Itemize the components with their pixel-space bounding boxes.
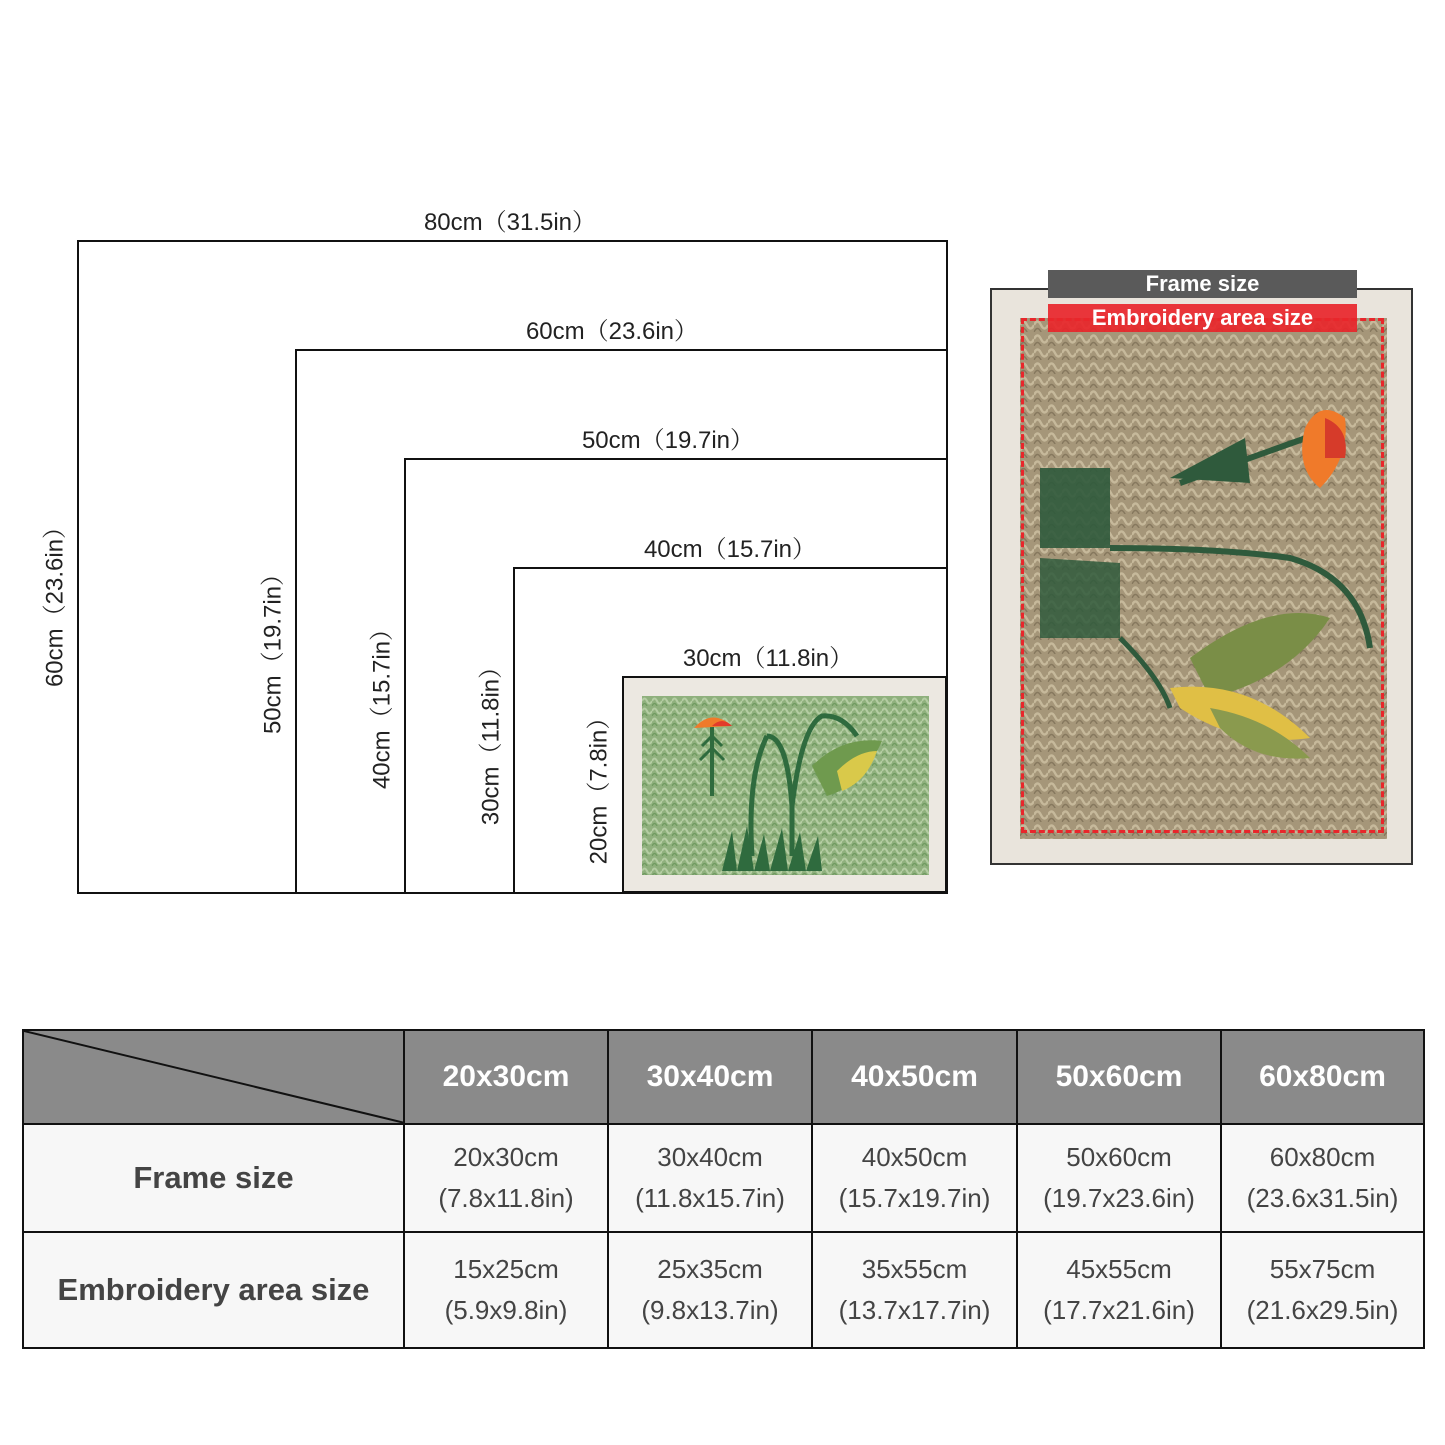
cell-in: (5.9x9.8in) [444, 1295, 568, 1325]
height-label-40cm: 40cm（15.7in） [368, 616, 396, 790]
width-label-30cm: 30cm（11.8in） [682, 645, 854, 672]
table-row-frame-size [23, 1124, 1424, 1232]
table-cell [812, 1232, 1017, 1348]
cell-cm: 50x60cm [1066, 1142, 1172, 1172]
table-corner-cell [23, 1030, 404, 1124]
diagonal-divider [24, 1031, 405, 1123]
cell-cm: 60x80cm [1269, 1142, 1376, 1172]
cell-cm: 20x30cm [453, 1142, 559, 1172]
cell-in: (23.6x31.5in) [1246, 1183, 1399, 1213]
table-cell [608, 1124, 812, 1232]
width-label-80cm: 80cm（31.5in） [423, 209, 597, 236]
cell-in: (11.8x15.7in) [635, 1183, 785, 1213]
cell-in: (15.7x19.7in) [838, 1183, 991, 1213]
cell-cm: 15x25cm [453, 1254, 559, 1284]
embroidery-thumbnail-20x30 [622, 676, 947, 893]
cell-cm: 35x55cm [861, 1254, 968, 1284]
width-label-40cm: 40cm（15.7in） [643, 536, 817, 563]
table-cell [1017, 1124, 1221, 1232]
width-label-50cm: 50cm（19.7in） [581, 427, 755, 454]
table-cell [404, 1124, 608, 1232]
height-label-20cm: 20cm（7.8in） [585, 705, 613, 865]
table-cell [404, 1232, 608, 1348]
row-label: Embroidery area size [23, 1232, 404, 1348]
cell-cm: 40x50cm [861, 1142, 968, 1172]
cell-in: (19.7x23.6in) [1043, 1183, 1195, 1213]
column-header: 20x30cm [404, 1030, 608, 1124]
row-label: Frame size [23, 1124, 404, 1232]
table-cell [1221, 1124, 1424, 1232]
height-label-30cm: 30cm（11.8in） [477, 654, 505, 826]
cell-in: (13.7x17.7in) [838, 1295, 991, 1325]
column-header: 60x80cm [1221, 1030, 1424, 1124]
cell-in: (9.8x13.7in) [641, 1295, 779, 1325]
table-cell [608, 1232, 812, 1348]
cell-cm: 25x35cm [657, 1254, 763, 1284]
embroidery-area-outline [1021, 318, 1384, 833]
width-label-60cm: 60cm（23.6in） [525, 318, 699, 345]
cell-in: (7.8x11.8in) [438, 1183, 574, 1213]
green-embroidery-image [642, 696, 929, 875]
table-cell [1221, 1232, 1424, 1348]
table-header-row [23, 1030, 1424, 1124]
column-header: 40x50cm [812, 1030, 1017, 1124]
height-label-60cm: 60cm（23.6in） [41, 514, 69, 688]
table-cell [812, 1124, 1017, 1232]
cell-cm: 30x40cm [657, 1142, 763, 1172]
cell-in: (17.7x21.6in) [1043, 1295, 1195, 1325]
table-row-embroidery-area [23, 1232, 1424, 1348]
table-cell [1017, 1232, 1221, 1348]
cell-cm: 45x55cm [1066, 1254, 1172, 1284]
size-table [22, 1029, 1425, 1349]
height-label-50cm: 50cm（19.7in） [259, 561, 287, 735]
cell-in: (21.6x29.5in) [1246, 1295, 1399, 1325]
cell-cm: 55x75cm [1269, 1254, 1376, 1284]
column-header: 50x60cm [1017, 1030, 1221, 1124]
embroidery-area-bar: Embroidery area size [1048, 304, 1357, 332]
frame-size-bar: Frame size [1048, 270, 1357, 298]
column-header: 30x40cm [608, 1030, 812, 1124]
